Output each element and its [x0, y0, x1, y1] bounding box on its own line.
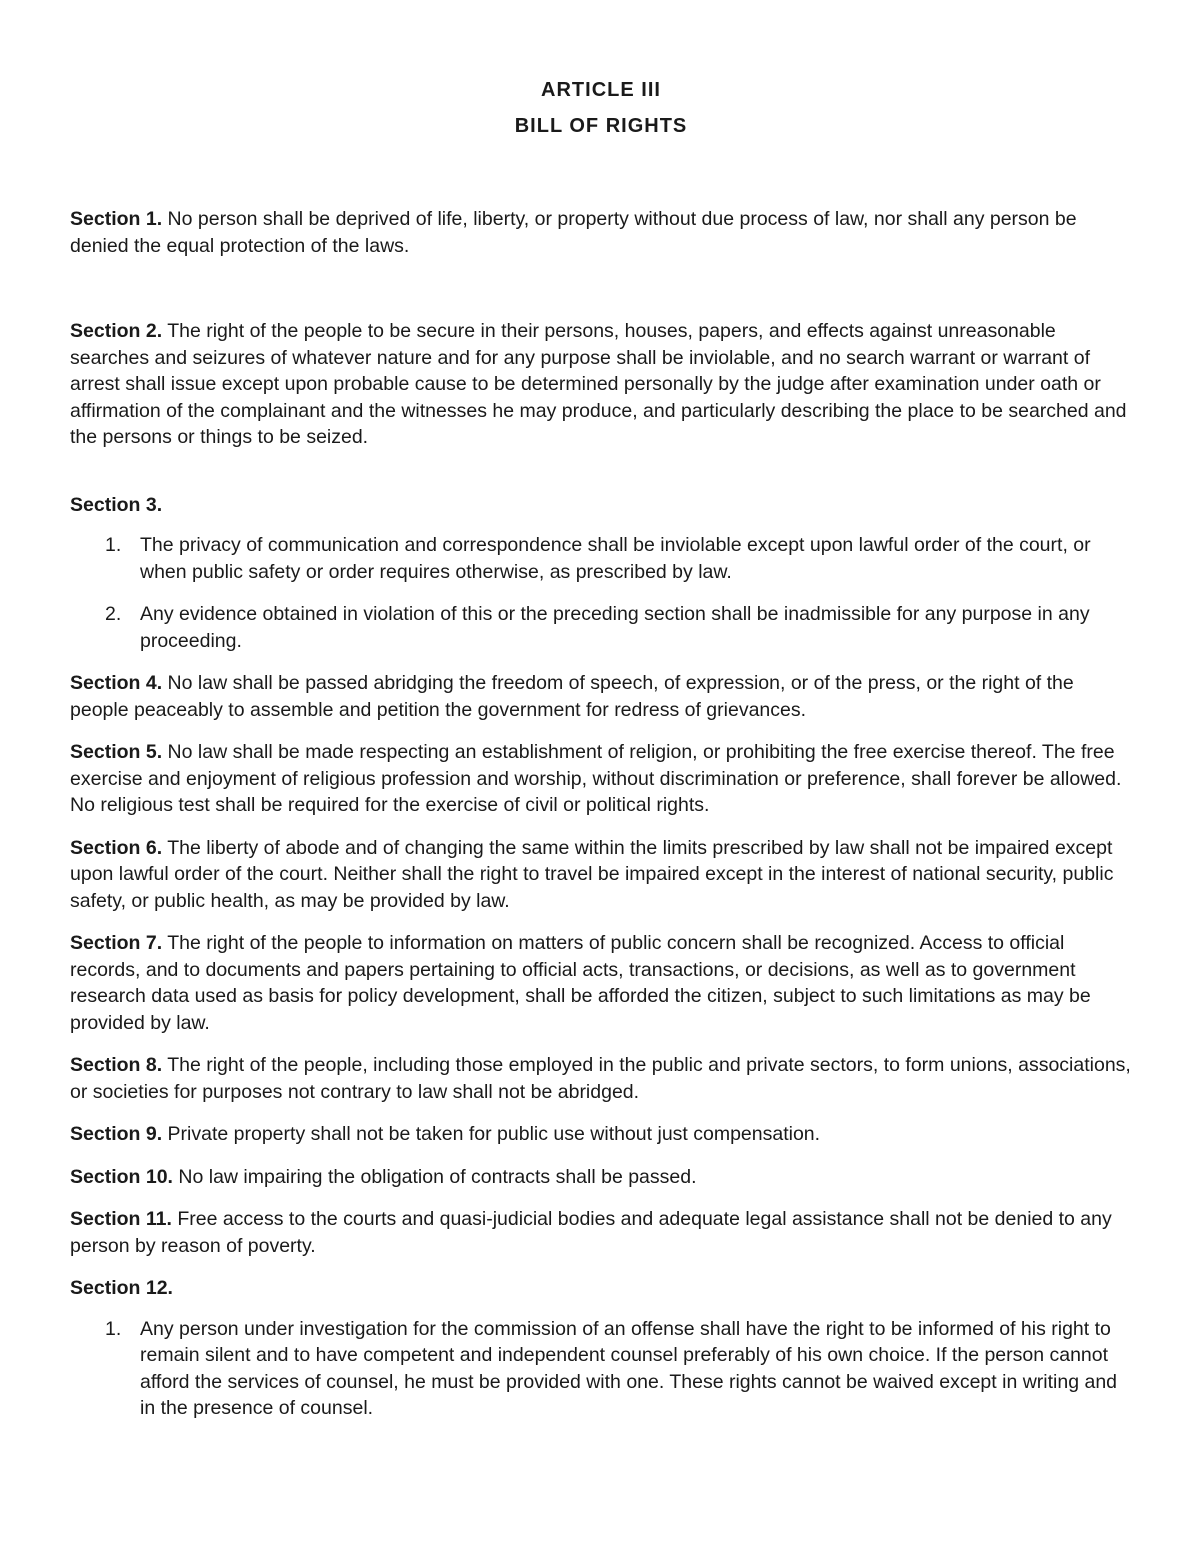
section-text: No law shall be passed abridging the freedom of speech, of expression, or of the press, or the right of the people peaceably to assemble and petition the government for redress of grievances. [70, 672, 1074, 721]
document-page [70, 72, 1132, 1438]
section-3-list [70, 532, 1132, 654]
section-text: The liberty of abode and of changing the same within the limits prescribed by law shall not be impaired except upon lawful order of the court. Neither shall the right to travel be impaired except in the interest of national security, public safety, or public health, as may be provided by law. [70, 836, 1114, 912]
section-label: Section 1. [70, 208, 163, 230]
section-6 [70, 835, 1132, 915]
section-label: Section 12. [70, 1277, 173, 1299]
article-subtitle: BILL OF RIGHTS [514, 115, 688, 137]
article-title: ARTICLE III [541, 79, 661, 101]
section-12-list [70, 1316, 1132, 1422]
list-item-number: 1. [105, 1317, 122, 1340]
section-label: Section 5. [70, 741, 163, 763]
list-item-text: The privacy of communication and correspondence shall be inviolable except upon lawful order of the court, or when public safety or order requires otherwise, as prescribed by law. [140, 534, 1091, 583]
section-label: Section 4. [70, 672, 163, 694]
section-10 [70, 1164, 1132, 1191]
section-3 [70, 492, 1132, 519]
list-item [70, 601, 1132, 654]
section-9 [70, 1121, 1132, 1148]
section-12 [70, 1275, 1132, 1302]
section-label: Section 10. [70, 1165, 173, 1188]
section-text: No law impairing the obligation of contracts shall be passed. [178, 1165, 697, 1188]
section-label: Section 3. [70, 493, 163, 516]
section-label: Section 11. [70, 1208, 172, 1230]
section-4 [70, 670, 1132, 723]
section-label: Section 9. [70, 1123, 163, 1145]
section-1 [70, 206, 1132, 259]
section-label: Section 6. [70, 836, 163, 859]
section-text: No law shall be made respecting an establishment of religion, or prohibiting the free exercise thereof. The free exercise and enjoyment of religious profession and worship, without discrimination or preference, shall forever be allowed. No religious test shall be required for the exercise of civil or political rights. [70, 741, 1122, 816]
section-label: Section 2. [70, 320, 163, 342]
section-7 [70, 930, 1132, 1036]
section-5 [70, 739, 1132, 819]
section-text: The right of the people to information on matters of public concern shall be recognized. Access to official records, and to documents and papers pertaining to official acts, transactions, or decisions, as well as to government research data used as basis for policy development, shall be afforded the citizen, subject to such limitations as may be provided by law. [70, 932, 1091, 1034]
section-text: The right of the people, including those employed in the public and private sectors, to form unions, associations, or societies for purposes not contrary to law shall not be abridged. [70, 1054, 1131, 1103]
section-2 [70, 318, 1132, 451]
section-11 [70, 1206, 1132, 1259]
list-item-text: Any evidence obtained in violation of this or the preceding section shall be inadmissible for any purpose in any proceeding. [140, 603, 1090, 652]
section-text: Free access to the courts and quasi-judicial bodies and adequate legal assistance shall not be denied to any person by reason of poverty. [70, 1208, 1112, 1257]
section-text: No person shall be deprived of life, liberty, or property without due process of law, nor shall any person be denied the equal protection of the laws. [70, 208, 1077, 257]
section-label: Section 8. [70, 1054, 163, 1076]
list-item-number: 1. [105, 534, 122, 556]
section-text: Private property shall not be taken for public use without just compensation. [167, 1123, 821, 1145]
section-label: Section 7. [70, 932, 163, 954]
list-item [70, 532, 1132, 585]
list-item-number: 2. [105, 603, 122, 625]
list-item-text: Any person under investigation for the commission of an offense shall have the right to be informed of his right to remain silent and to have competent and independent counsel preferably of his own choice. If the person cannot afford the services of counsel, he must be provided with one. These rights cannot be waived except in writing and in the presence of counsel. [140, 1317, 1118, 1419]
list-item [70, 1316, 1132, 1422]
section-text: The right of the people to be secure in their persons, houses, papers, and effects against unreasonable searches and seizures of whatever nature and for any purpose shall be inviolable, and no search warrant or warrant of arrest shall issue except upon probable cause to be determined personally by the judge after examination under oath or affirmation of the complainant and the witnesses he may produce, and particularly describing the place to be searched and the persons or things to be seized. [70, 320, 1127, 448]
section-8 [70, 1052, 1132, 1105]
